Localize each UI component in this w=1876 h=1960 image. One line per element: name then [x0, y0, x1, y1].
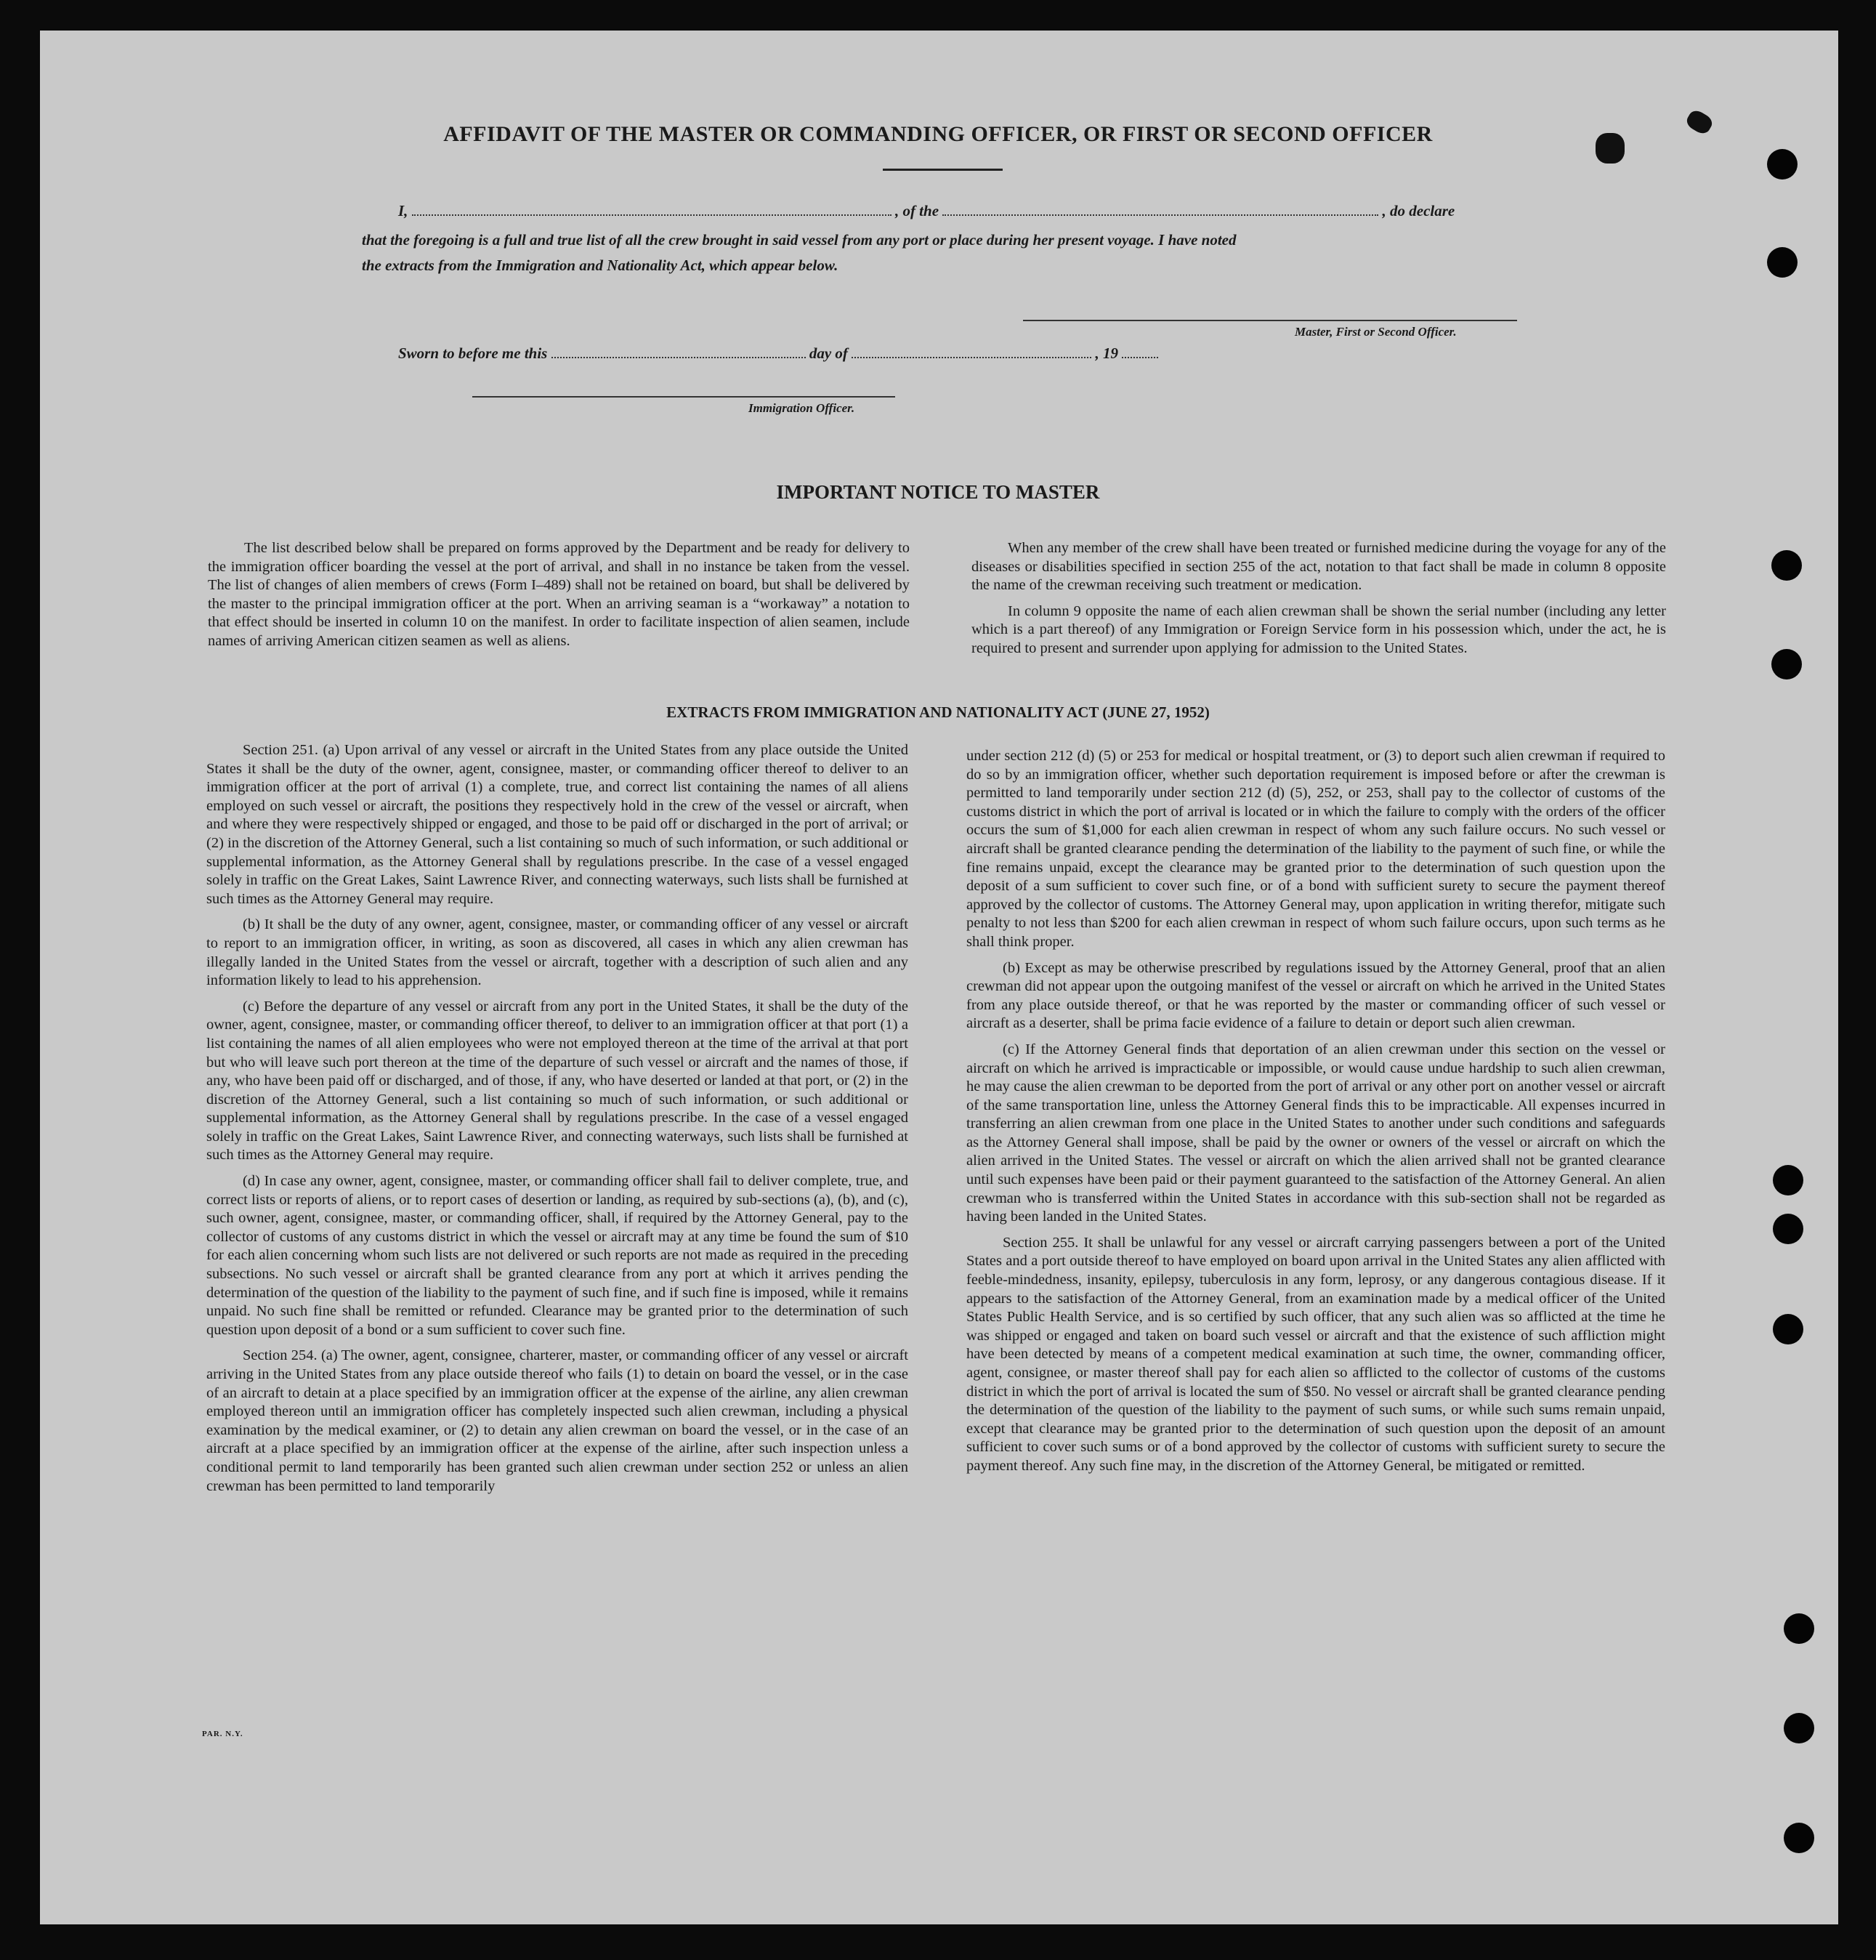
officer-signature-label: Immigration Officer. — [748, 401, 855, 415]
section-251-a: Section 251. (a) Upon arrival of any vessel or aircraft in the United States from any place outside the United States it shall be the duty of the owner, agent, consignee, master, or commanding officer thereof to deliver to an immigration officer at the port of arrival (1) a complete, true, and correct list containing the names of all aliens employed on such vessel or aircraft, the positions they respectively hold in the crew of the vessel or aircraft, when and where they were respectively shipped or engaged, and those to be paid off or discharged in the port of arrival; or (2) in the discretion of the Attorney General, such a list containing so much of such information, or such additional or supplemental information, as the Attorney General shall by regulations prescribe. In the case of a vessel engaged solely in traffic on the Great Lakes, Saint Lawrence River, and connecting waterways, such lists shall be furnished at such times as the Attorney General may require. — [206, 742, 908, 907]
declare-i-label: I, — [398, 202, 408, 219]
section-255: Section 255. It shall be unlawful for any vessel or aircraft carrying passengers between a port of the United States and a port outside thereof to have employed on board upon arrival in the United States any alien afflicted with feeble-mindedness, insanity, epilepsy, tuberculosis in any form, leprosy, or any dangerous contagious disease. If it appears to the satisfaction of the Attorney General, from an examination made by a medical officer of the United States Public Health Service, and is so certified by such officer, that any such alien was so afflicted at the time he was shipped or engaged and taken on board such vessel or aircraft and that the existence of such affliction might have been detected by means of a competent medical examination at such time, the owner, commanding officer, agent, consignee, or master thereof shall pay for each alien so afflicted to the collector of customs of the customs district in which the port of arrival is located the sum of $50. No vessel or aircraft shall be granted clearance pending the determination of the question of the liability to the payment of such sums, or while such sums remain unpaid, except that clearance may be granted prior to the determination of such question upon the deposit of an amount sufficient to cover such sums or of a bond approved by the collector of customs with sufficient surety to secure the payment thereof. Any such fine may, in the discretion of the Attorney General, be mitigated or remitted. — [966, 1234, 1665, 1474]
year-label: , 19 — [1095, 344, 1118, 362]
binder-hole — [1771, 649, 1802, 679]
notice-right-paragraph-2: In column 9 opposite the name of each alien crewman shall be shown the serial number (including any letter which is a part thereof) of any Immigration or Foreign Service form in his possession which, under the act, he is required to present and surrender upon applying for admission to the United States. — [971, 602, 1666, 656]
notice-title: IMPORTANT NOTICE TO MASTER — [776, 481, 1100, 503]
binder-hole — [1771, 550, 1802, 581]
section-254-c: (c) If the Attorney General finds that deportation of an alien crewman under this section on the vessel or aircraft on which he arrived is impracticable or impossible, or would cause undue hardship to such alien crewman, he may cause the alien crewman to be deported from the port of arrival or any other port on another vessel or aircraft of the same transportation line, unless the Attorney General finds this to be impracticable. All expenses incurred in transferring an alien crewman from one place in the United States to another under such conditions and safeguards as the Attorney General shall impose, shall be paid by the owner or owners of the vessel or aircraft on which the alien arrived in the United States. The vessel or aircraft on which the alien arrived shall not be granted clearance until such expenses have been paid or their payment guaranteed to the satisfaction of the Attorney General. An alien crewman who is transferred within the United States in accordance with this sub-section shall not be regarded as having been landed in the United States. — [966, 1041, 1665, 1225]
binder-hole — [1784, 1713, 1814, 1743]
master-signature-label: Master, First or Second Officer. — [1295, 325, 1457, 339]
section-254-b: (b) Except as may be otherwise prescribed by regulations issued by the Attorney General, proof that an alien crewman did not appear upon the outgoing manifest of the vessel or aircraft on which he arrived in the United States from any place outside thereof, or that he was reported by the master or commanding officer of such vessel or aircraft as a deserter, shall be prima facie evidence of a failure to detain or deport such alien crewman. — [966, 959, 1665, 1032]
master-signature-line[interactable] — [1023, 320, 1517, 321]
officer-signature-line[interactable] — [472, 396, 895, 398]
sworn-label: Sworn to before me this — [398, 344, 548, 362]
year-blank[interactable] — [1122, 352, 1158, 358]
extracts-title: EXTRACTS FROM IMMIGRATION AND NATIONALITY ACT (JUNE 27, 1952) — [666, 703, 1210, 721]
name-blank[interactable] — [412, 210, 891, 216]
binder-hole — [1784, 1613, 1814, 1644]
sworn-month-blank[interactable] — [852, 352, 1091, 358]
extracts-left-column — [206, 741, 908, 1503]
declaration-text-3: the extracts from the Immigration and Nationality Act, which appear below. — [362, 257, 838, 274]
of-the-label: , of the — [894, 202, 939, 219]
section-251-c: (c) Before the departure of any vessel or aircraft from any port in the United States, it shall be the duty of the owner, agent, consignee, master, or commanding officer thereof, to deliver to an immigration officer at that port (1) a list containing the names of all alien employees who were not employed thereon at the time of the arrival at that port but who will leave such port thereon at the time of the departure of such vessel or aircraft and the names of those, if any, who have been paid off or discharged, and of those, if any, who have deserted or landed at that port, or (2) in the discretion of the Attorney General, such a list containing so much of such information, or such additional or supplemental information, as the Attorney General shall by regulations prescribe. In the case of a vessel engaged solely in traffic on the Great Lakes, Saint Lawrence River, and connecting waterways, such lists shall be furnished at such times as the Attorney General may require. — [206, 998, 908, 1164]
printer-mark: PAR. N.Y. — [202, 1730, 243, 1738]
binder-hole — [1773, 1165, 1803, 1195]
ink-blot — [1596, 133, 1625, 164]
notice-right-paragraph-1: When any member of the crew shall have been treated or furnished medicine during the voyage for any of the diseases or disabilities specified in section 255 of the act, notation to that fact shall be made in column 8 opposite the name of the crewman receiving such treatment or medication. — [971, 540, 1666, 594]
sworn-line — [398, 344, 1158, 363]
extracts-right-column — [966, 747, 1665, 1483]
binder-hole — [1784, 1823, 1814, 1853]
notice-left-column — [208, 539, 910, 658]
declaration-line — [398, 202, 1455, 220]
vessel-blank[interactable] — [942, 210, 1378, 216]
section-251-d: (d) In case any owner, agent, consignee, master, or commanding officer shall fail to deliver complete, true, and correct lists or reports of aliens, or to report cases of desertion or landing, as required by sub-sections (a), (b), and (c), such owner, agent, consignee, master, or commanding officer, shall, if required by the Attorney General, pay to the collector of customs of any customs district in which the vessel or aircraft may at any time be found the sum of $10 for each alien concerning whom such lists are not delivered or such reports are not made as required in the preceding subsections. No such vessel or aircraft shall be granted clearance from any port at which it arrives pending the determination of the question of the liability to the payment of such fine, and if such fine is imposed, while it remains unpaid. No such fine shall be remitted or refunded. Clearance may be granted prior to the determination of such question upon deposit of a bond or a sum sufficient to cover such fine. — [206, 1173, 908, 1338]
declaration-text-2: that the foregoing is a full and true list of all the crew brought in said vessel from any port or place during her present voyage. I have noted — [362, 231, 1237, 249]
title-rule — [883, 169, 1003, 171]
notice-right-column — [971, 539, 1666, 666]
binder-hole — [1773, 1314, 1803, 1344]
notice-left-paragraph: The list described below shall be prepared on forms approved by the Department and be ready for delivery to the immigration officer boarding the vessel at the port of arrival, and shall in no instance be taken from the vessel. The list of changes of alien members of crews (Form I–489) shall not be retained on board, but shall be delivered by the master to the principal immigration officer at the port. When an arriving seaman is a “workaway” a notation to that effect should be inserted in column 10 on the manifest. In order to facilitate inspection of alien seamen, include names of arriving American citizen seamen as well as aliens. — [208, 540, 910, 649]
do-declare-label: , do declare — [1382, 202, 1455, 219]
binder-hole — [1773, 1214, 1803, 1244]
affidavit-title: AFFIDAVIT OF THE MASTER OR COMMANDING OFFICER, OR FIRST OR SECOND OFFICER — [443, 122, 1433, 146]
day-of-label: day of — [809, 344, 848, 362]
sworn-day-blank[interactable] — [551, 352, 806, 358]
section-254-a: Section 254. (a) The owner, agent, consignee, charterer, master, or commanding officer of any vessel or aircraft arriving in the United States from any place outside thereof who fails (1) to detain on board the vessel, or in the case of an aircraft to detain at a place specified by an immigration officer at the expense of the airline, any alien crewman employed thereon until an immigration officer has completely inspected such alien crewman, including a physical examination by the medical examiner, or (2) to detain any alien crewman on board the vessel, or in the case of an aircraft at a place specified by an immigration officer at the expense of the airline, after such inspection unless a conditional permit to land temporarily has been granted such alien crewman under section 252 or unless an alien crewman has been permitted to land temporarily — [206, 1347, 908, 1494]
section-251-b: (b) It shall be the duty of any owner, agent, consignee, master, or commanding officer of any vessel or aircraft to report to an immigration officer, in writing, as soon as discovered, all cases in which any alien crewman has illegally landed in the United States from the vessel or aircraft, together with a description of such alien and any information likely to lead to his apprehension. — [206, 916, 908, 989]
binder-hole — [1767, 149, 1798, 180]
binder-hole — [1767, 247, 1798, 278]
section-254-a-continued: under section 212 (d) (5) or 253 for medical or hospital treatment, or (3) to deport such alien crewman if required to do so by an immigration officer, whether such deportation requirement is imposed before or after the crewman is permitted to land temporarily under section 212 (d) (5), 252, or 253, shall pay to the collector of customs of the customs district in which the port of arrival is located or in which the failure to comply with the orders of the officer occurs the sum of $1,000 for each alien crewman in respect of whom any such failure occurs. No such vessel or aircraft shall be granted clearance pending the determination of the liability to the payment of such fine, or while the fine remains unpaid, except the clearance may be granted prior to the determination of such question upon the deposit of a sum sufficient to cover such fine, or of a bond with sufficient surety to secure the payment thereof approved by the collector of customs. The Attorney General may, upon application in writing therefor, mitigate such penalty to not less than $200 for each alien crewman in respect of whom such failure occurs, upon such terms as he shall think proper. — [966, 748, 1665, 950]
